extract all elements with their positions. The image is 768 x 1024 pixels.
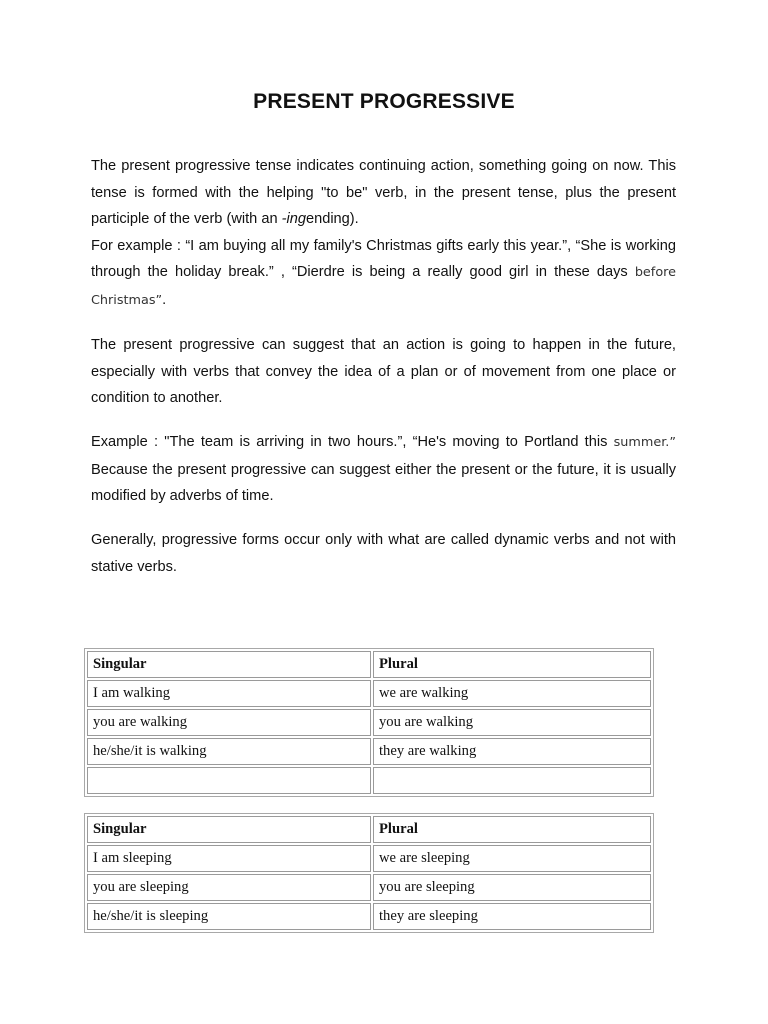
table-cell: we are walking <box>373 680 651 707</box>
ing-suffix: -ing <box>281 211 306 227</box>
table-cell: they are sleeping <box>373 903 651 930</box>
table-row <box>87 845 651 872</box>
definition-text-end: ending). <box>305 211 359 227</box>
page-title: PRESENT PROGRESSIVE <box>253 90 515 113</box>
table-cell: he/she/it is sleeping <box>87 903 371 930</box>
paragraph-definition <box>91 153 676 314</box>
table-row <box>87 903 651 930</box>
header-singular: Singular <box>87 816 371 843</box>
table-cell: we are sleeping <box>373 845 651 872</box>
table-row <box>87 738 651 765</box>
table-cell: he/she/it is walking <box>87 738 371 765</box>
table-header-row <box>87 816 651 843</box>
conjugation-table-sleeping <box>84 813 654 933</box>
table-cell: you are sleeping <box>373 874 651 901</box>
example-text: Example : "The team is arriving in two hours.”, “He's moving to Portland this <box>91 434 614 450</box>
example-text-light: summer.” <box>613 435 676 450</box>
table-cell: you are sleeping <box>87 874 371 901</box>
table-row <box>87 680 651 707</box>
table-cell <box>87 767 371 794</box>
paragraph-example <box>91 429 676 510</box>
table-row <box>87 709 651 736</box>
header-plural: Plural <box>373 651 651 678</box>
examples-text-light: before Christmas” <box>91 265 676 308</box>
paragraph-future: The present progressive can suggest that an action is going to happen in the future, especially with verbs that convey the idea of a plan or of movement from one place or condition to another. <box>91 337 676 406</box>
examples-text: For example : “I am buying all my family's Christmas gifts early this year.”, “She is working through the holiday break.” , “Dierdre is being a really good girl in these days <box>91 237 676 280</box>
table-cell: they are walking <box>373 738 651 765</box>
header-singular: Singular <box>87 651 371 678</box>
table-cell <box>373 767 651 794</box>
table-row <box>87 874 651 901</box>
example-text-end: Because the present progressive can suggest either the present or the future, it is usually modified by adverbs of time. <box>91 461 676 504</box>
examples-text-end: . <box>162 291 167 308</box>
table-cell: you are walking <box>87 709 371 736</box>
table-cell: I am sleeping <box>87 845 371 872</box>
table-cell: you are walking <box>373 709 651 736</box>
conjugation-table-walking <box>84 648 654 797</box>
table-header-row <box>87 651 651 678</box>
table-row-empty <box>87 767 651 794</box>
table-cell: I am walking <box>87 680 371 707</box>
definition-text: The present progressive tense indicates continuing action, something going on now. This tense is formed with the helping "to be" verb, in the present tense, plus the present participle of the verb (with an <box>91 158 676 227</box>
header-plural: Plural <box>373 816 651 843</box>
paragraph-dynamic-verbs: Generally, progressive forms occur only with what are called dynamic verbs and not with stative verbs. <box>91 532 676 575</box>
